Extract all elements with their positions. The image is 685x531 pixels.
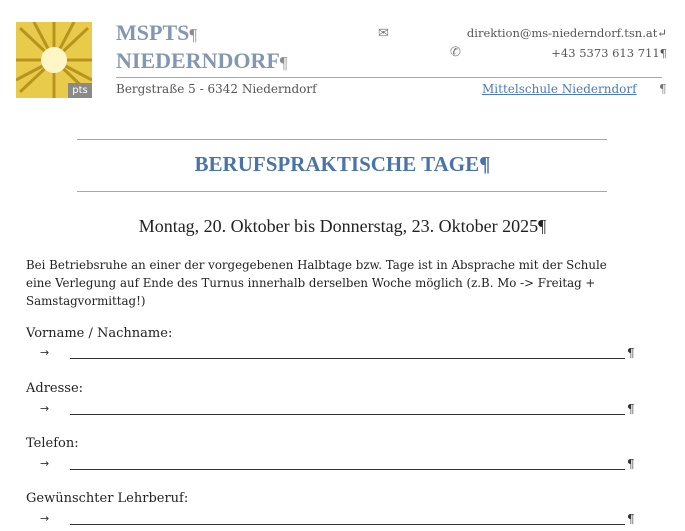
logo-badge: pts — [68, 83, 92, 98]
tab-arrow: → — [40, 512, 50, 525]
page-title — [0, 152, 685, 177]
pilcrow-mark: ¶ — [659, 82, 667, 96]
email-text: direktion@ms-niederndorf.tsn.at — [466, 26, 658, 40]
pilcrow-mark: ¶ — [627, 512, 635, 526]
pilcrow-mark: ¶ — [279, 53, 288, 72]
envelope-icon: ✉ — [378, 26, 389, 41]
pilcrow-mark: ¶ — [479, 152, 491, 176]
title-text: BERUFSPRAKTISCHE TAGE — [194, 152, 480, 176]
profession-input-line[interactable] — [70, 524, 625, 525]
phone-input-line[interactable] — [70, 469, 625, 470]
field-label-name: Vorname / Nachname: — [26, 326, 173, 341]
line-break-mark: ↵ — [657, 26, 667, 40]
school-website-link[interactable]: Mittelschule Niederndorf — [482, 82, 637, 96]
date-range-text: Montag, 20. Oktober bis Donnerstag, 23. Oktober 2025 — [138, 216, 539, 236]
address-input-line[interactable] — [70, 414, 625, 415]
date-range — [0, 216, 685, 237]
pilcrow-mark: ¶ — [627, 457, 635, 471]
title-rule-bottom — [77, 191, 607, 192]
phone-number — [551, 46, 667, 60]
phone-text: +43 5373 613 711 — [551, 46, 660, 60]
header-rule — [116, 77, 662, 78]
tab-arrow: → — [40, 402, 50, 415]
name-input-line[interactable] — [70, 358, 625, 359]
pilcrow-mark: ¶ — [538, 216, 547, 236]
field-label-phone: Telefon: — [26, 436, 79, 451]
tab-arrow: → — [40, 346, 50, 359]
email-address[interactable] — [467, 26, 667, 40]
school-name-line2: NIEDERNDORF — [116, 48, 280, 73]
school-logo — [16, 22, 92, 98]
info-note: Bei Betriebsruhe an einer der vorgegebenen Halbtage bzw. Tage ist in Absprache mit der Schule eine Verlegung auf Ende des Turnus innerhalb derselben Woche möglich (z.B. Mo -> Freitag + Samstagvormittag!) — [26, 258, 607, 308]
school-name — [116, 20, 288, 76]
title-rule-top — [77, 139, 607, 140]
school-address: Bergstraße 5 - 6342 Niederndorf — [116, 82, 317, 96]
phone-icon: ✆ — [450, 45, 461, 60]
pilcrow-mark: ¶ — [659, 46, 667, 60]
school-name-line1: MSPTS — [116, 20, 190, 45]
field-label-profession: Gewünschter Lehrberuf: — [26, 491, 189, 506]
field-label-address: Adresse: — [26, 381, 84, 396]
pilcrow-mark: ¶ — [189, 25, 198, 44]
pilcrow-mark: ¶ — [627, 346, 635, 360]
tab-arrow: → — [40, 457, 50, 470]
pilcrow-mark: ¶ — [627, 402, 635, 416]
